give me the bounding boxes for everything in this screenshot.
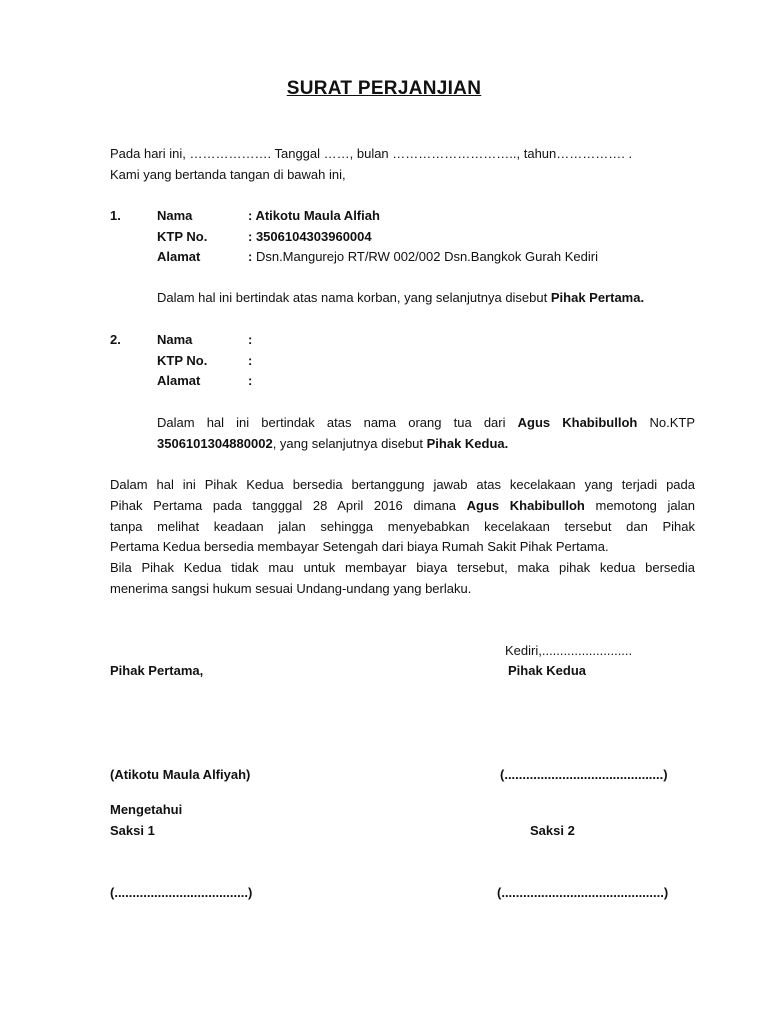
party2-alamat-value: :: [248, 373, 253, 388]
party1-signature-name: (Atikotu Maula Alfiyah): [110, 767, 251, 782]
party2-nama-label: Nama: [157, 332, 193, 347]
body-l2-c: memotong jalan: [584, 498, 695, 513]
party2-stmt-l1-a: Dalam hal ini bertindak atas nama orang tua dari: [157, 415, 518, 430]
party2-signature-label: Pihak Kedua: [508, 663, 587, 678]
body-l2-a: Pihak Pertama pada tangggal 28 April 2016 dimana: [110, 498, 467, 513]
body-line-4: Pertama Kedua bersedia membayar Setengah dari biaya Rumah Sakit Pihak Pertama.: [110, 539, 609, 554]
party2-stmt-l2-a: 3506101304880002: [157, 436, 273, 451]
party2-statement-line2: [157, 435, 508, 453]
party1-statement: [157, 289, 644, 307]
party2-nama-value: :: [248, 332, 253, 347]
intro-undersigned-line: Kami yang bertanda tangan di bawah ini,: [110, 167, 346, 182]
party2-statement-line1: [157, 414, 695, 432]
document-title: SURAT PERJANJIAN: [286, 78, 482, 99]
body-l2-b: Agus Khabibulloh: [466, 498, 585, 513]
saksi1-label: Saksi 1: [110, 823, 155, 838]
saksi1-signature: (.....................................): [110, 885, 253, 900]
body-line-2: [110, 497, 695, 515]
body-line-1: Dalam hal ini Pihak Kedua bersedia bertanggung jawab atas kecelakaan yang terjadi pada: [110, 477, 695, 492]
party1-ktp-value: : 3506104303960004: [248, 229, 372, 244]
party1-number: 1.: [110, 208, 121, 223]
party2-stmt-l1-b: Agus Khabibulloh: [517, 415, 638, 430]
party1-statement-text: Dalam hal ini bertindak atas nama korban, yang selanjutnya disebut: [157, 290, 551, 305]
body-line-6: menerima sangsi hukum sesuai Undang-undang yang berlaku.: [110, 581, 472, 596]
party1-alamat-value: Dsn.Mangurejo RT/RW 002/002 Dsn.Bangkok Gurah Kediri: [252, 249, 598, 264]
party2-signature-name: (............................................): [500, 767, 668, 782]
body-line-3: tanpa melihat keadaan jalan sehingga menyebabkan kecelakaan tersebut dan Pihak: [110, 519, 695, 534]
saksi2-label: Saksi 2: [530, 823, 575, 838]
party2-ktp-label: KTP No.: [157, 353, 208, 368]
party1-alamat-label: Alamat: [157, 249, 201, 264]
intro-date-line: Pada hari ini, ………………. Tanggal ……, bulan ……………………….., tahun……………. .: [110, 146, 633, 161]
party1-signature-label: Pihak Pertama,: [110, 663, 204, 678]
party1-nama-value: : Atikotu Maula Alfiah: [248, 208, 380, 223]
body-line-5: Bila Pihak Kedua tidak mau untuk membayar biaya tersebut, maka pihak kedua bersedia: [110, 560, 695, 575]
party2-number: 2.: [110, 332, 121, 347]
party1-ktp-label: KTP No.: [157, 229, 208, 244]
party2-stmt-l2-b: , yang selanjutnya disebut: [272, 436, 427, 451]
party1-alamat-colon: :: [248, 249, 253, 264]
party1-statement-bold: Pihak Pertama.: [550, 290, 645, 305]
party2-alamat-label: Alamat: [157, 373, 201, 388]
party2-stmt-l1-c: No.KTP: [637, 415, 695, 430]
mengetahui-label: Mengetahui: [110, 802, 183, 817]
party1-nama-label: Nama: [157, 208, 193, 223]
party2-ktp-value: :: [248, 353, 253, 368]
saksi2-signature: (.............................................): [497, 885, 669, 900]
party1-alamat-row: [248, 248, 598, 266]
party2-stmt-l2-c: Pihak Kedua.: [426, 436, 509, 451]
place-date: Kediri,.........................: [505, 643, 633, 658]
